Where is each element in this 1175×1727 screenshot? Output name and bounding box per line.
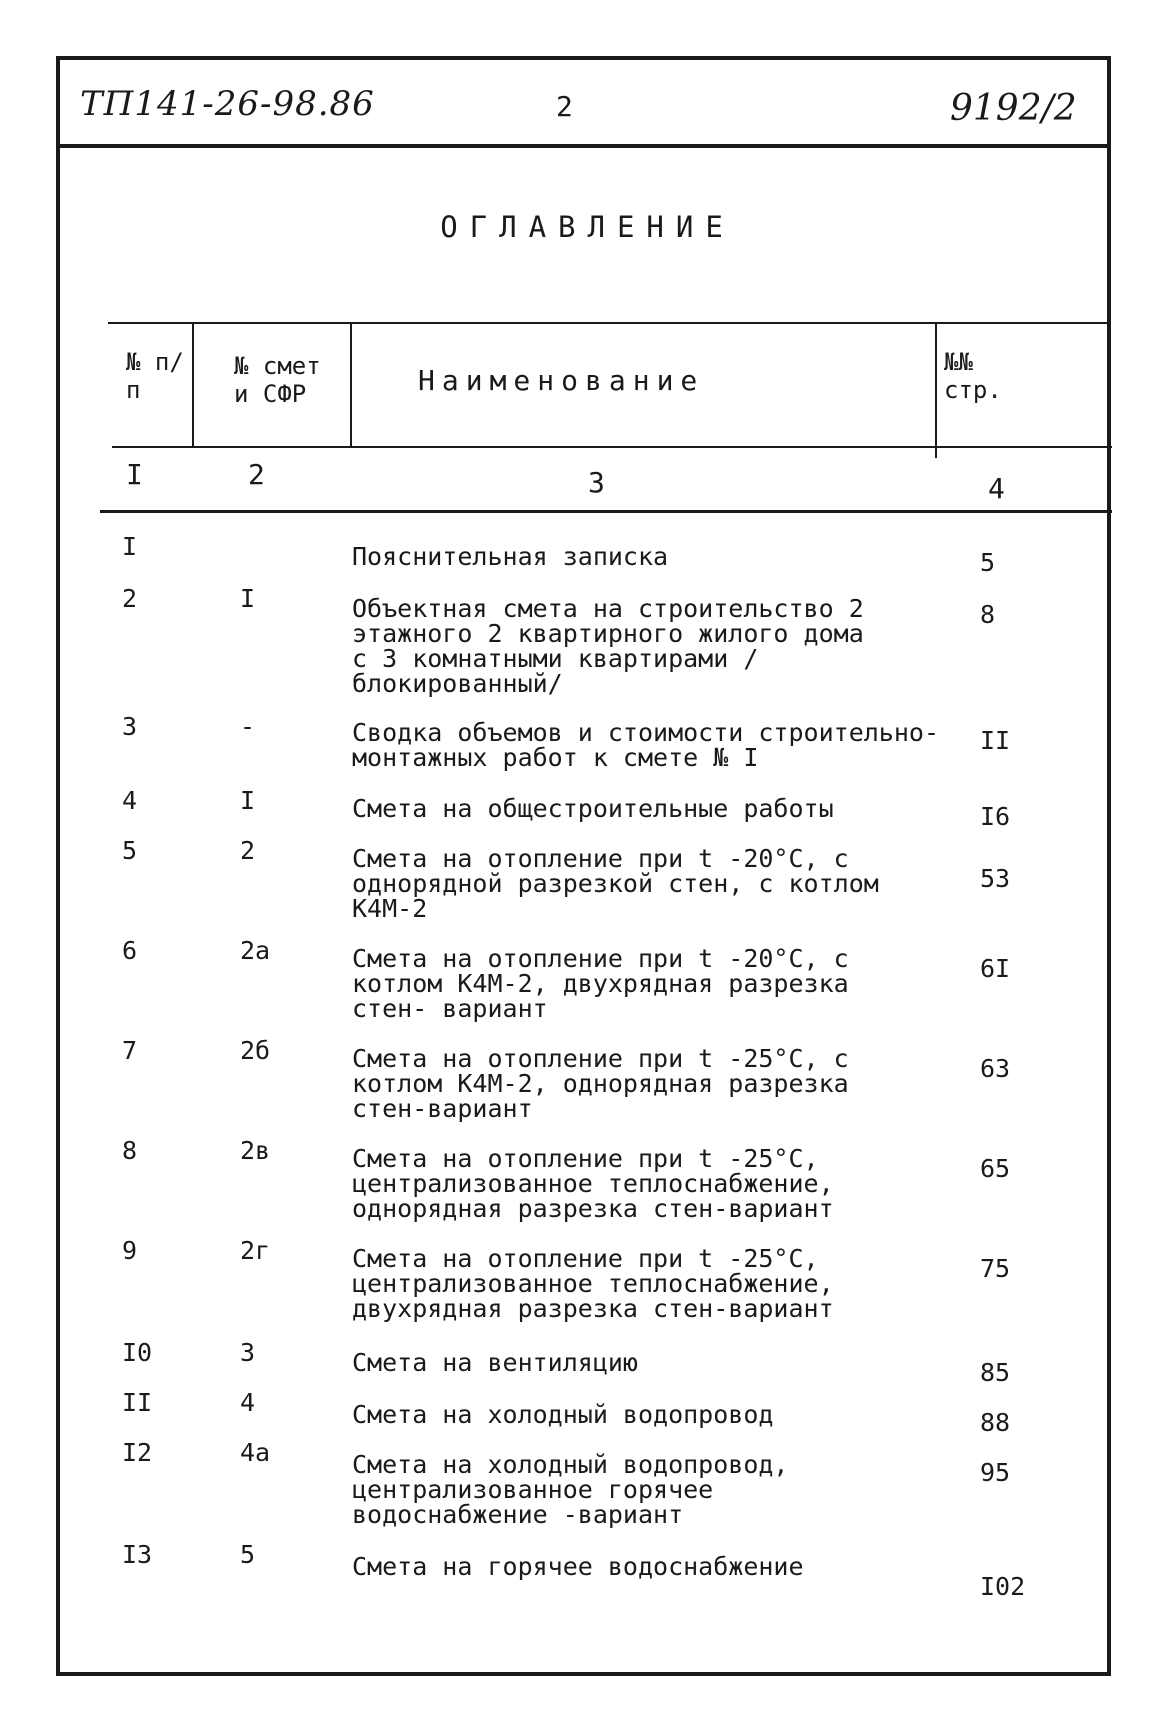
row-name: Объектная смета на строительство 2 этажного 2 квартирного жилого дома с 3 комнатными квартирами /блокированный/: [352, 594, 864, 698]
row-num: 4: [122, 786, 138, 815]
row-num: 8: [122, 1136, 138, 1165]
sheet-code: 9192/2: [950, 88, 1077, 129]
row-estimate: 2б: [240, 1036, 271, 1065]
header-bottom-rule: [112, 446, 1112, 448]
row-estimate: 2а: [240, 936, 271, 965]
row-estimate: 2в: [240, 1136, 271, 1165]
row-estimate: 4а: [240, 1438, 271, 1467]
header-divider-2: [350, 322, 352, 446]
row-page: I02: [980, 1572, 1026, 1601]
row-name: Пояснительная записка: [352, 542, 669, 571]
row-num: I3: [122, 1540, 153, 1569]
row-page: 6I: [980, 954, 1011, 983]
row-page: 63: [980, 1054, 1011, 1083]
row-name: Смета на отопление при t -25°C, централизованное теплоснабжение, двухрядная разрезка стен-вариант: [352, 1244, 834, 1323]
header-name: Наименование: [418, 364, 705, 397]
page-number: 2: [556, 90, 573, 123]
table-top-rule: [108, 322, 1108, 324]
column-number-3: 3: [588, 466, 605, 499]
row-num: 2: [122, 584, 138, 613]
row-estimate: 2: [240, 836, 256, 865]
row-estimate: 2г: [240, 1236, 271, 1265]
header-divider-3: [935, 322, 937, 458]
column-number-4: 4: [988, 472, 1005, 505]
row-page: II: [980, 726, 1011, 755]
row-num: II: [122, 1388, 153, 1417]
row-num: 3: [122, 712, 138, 741]
row-page: 5: [980, 548, 996, 577]
row-name: Смета на отопление при t -25°C, централизованное теплоснабжение, однорядная разрезка стен-вариант: [352, 1144, 834, 1223]
row-page: 95: [980, 1458, 1011, 1487]
row-page: 75: [980, 1254, 1011, 1283]
header-num: № п/п: [126, 348, 184, 404]
row-num: I: [122, 532, 138, 561]
row-estimate: 3: [240, 1338, 256, 1367]
header-page: №№ стр.: [944, 348, 1002, 404]
row-num: 7: [122, 1036, 138, 1065]
row-name: Смета на горячее водоснабжение: [352, 1552, 804, 1581]
row-page: 85: [980, 1358, 1011, 1387]
colnum-bottom-rule: [100, 510, 1112, 513]
column-number-1: I: [126, 458, 143, 491]
row-num: I2: [122, 1438, 153, 1467]
row-num: 6: [122, 936, 138, 965]
row-num: 9: [122, 1236, 138, 1265]
row-estimate: -: [240, 712, 256, 741]
doc-code: ТП141-26-98.86: [80, 84, 375, 124]
row-page: 65: [980, 1154, 1011, 1183]
row-name: Смета на холодный водопровод, централизованное горячее водоснабжение -вариант: [352, 1450, 789, 1529]
row-page: I6: [980, 802, 1011, 831]
row-estimate: I: [240, 786, 256, 815]
row-name: Смета на общестроительные работы: [352, 794, 834, 823]
row-name: Смета на вентиляцию: [352, 1348, 638, 1377]
row-num: I0: [122, 1338, 153, 1367]
header-estimate: № смет и СФР: [234, 352, 321, 408]
row-num: 5: [122, 836, 138, 865]
row-page: 8: [980, 600, 996, 629]
row-name: Смета на отопление при t -25°C, с котлом К4М-2, однорядная разрезка стен-вариант: [352, 1044, 849, 1123]
page-title: ОГЛАВЛЕНИЕ: [440, 210, 735, 244]
row-estimate: I: [240, 584, 256, 613]
row-estimate: 5: [240, 1540, 256, 1569]
row-page: 88: [980, 1408, 1011, 1437]
row-estimate: 4: [240, 1388, 256, 1417]
header-divider-1: [192, 322, 194, 446]
row-name: Смета на холодный водопровод: [352, 1400, 774, 1429]
row-name: Смета на отопление при t -20°C, с однорядной разрезкой стен, с котлом К4М-2: [352, 844, 879, 923]
row-name: Смета на отопление при t -20°C, с котлом К4М-2, двухрядная разрезка стен- вариант: [352, 944, 849, 1023]
row-page: 53: [980, 864, 1011, 893]
row-name: Сводка объемов и стоимости строительно-монтажных работ к смете № I: [352, 718, 939, 772]
column-number-2: 2: [248, 458, 265, 491]
